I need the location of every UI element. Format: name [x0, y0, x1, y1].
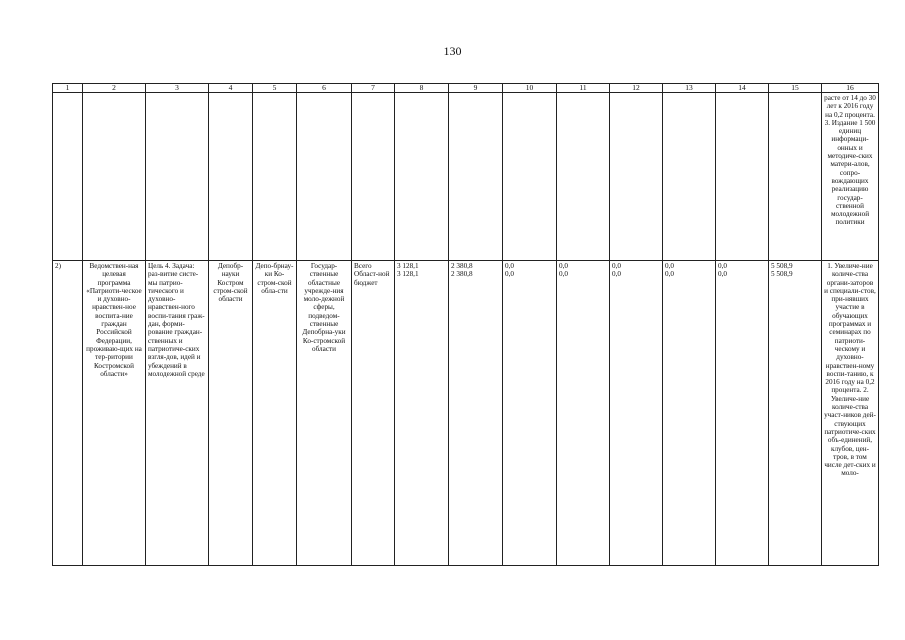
cell-empty: [352, 93, 395, 261]
cell-empty: [209, 93, 253, 261]
cell-row-number: 2): [53, 261, 83, 566]
cell-empty: [503, 93, 557, 261]
value-total: 0,0: [665, 262, 674, 270]
cell-empty: [716, 93, 769, 261]
value-regional: 3 128,1: [397, 270, 419, 279]
cell-empty: [395, 93, 449, 261]
cell-col10: [503, 261, 557, 566]
table-row: [53, 261, 879, 566]
col-header-12: 12: [610, 84, 663, 93]
cell-empty: [53, 93, 83, 261]
col-header-7: 7: [352, 84, 395, 93]
value-regional: 5 508,9: [771, 270, 793, 279]
col-header-2: 2: [83, 84, 146, 93]
col-header-16: 16: [822, 84, 879, 93]
cell-program-name: Ведомствен-ная целевая программа «Патриоти-ческое и духовно-нравствен-ное воспита-ние граждан Российской Федерации, проживаю-щих на тер-ритории Костромской области»: [83, 261, 146, 566]
cell-col9: [449, 261, 503, 566]
cell-col12: [610, 261, 663, 566]
cell-empty: [449, 93, 503, 261]
cell-empty: [610, 93, 663, 261]
cell-goal-task: Цель 4. Задача: раз-витие систе-мы патрио-тического и духовно-нравствен-ного воспи-тания граж-дан, форми-рование граждан-ственных и патриотиче-ских взгля-дов, идей и убеждений в молодежной среде: [146, 261, 209, 566]
col-header-15: 15: [769, 84, 822, 93]
value-total: 5 508,9: [771, 262, 793, 270]
header-row: [53, 84, 879, 93]
cell-empty: [253, 93, 297, 261]
value-regional: 0,0: [612, 270, 621, 279]
value-total: 2 380,8: [451, 262, 473, 270]
value-regional: 0,0: [665, 270, 674, 279]
cell-participants: Государ-ственные областные учрежде-ния моло-дежной сферы, подведом-ственные Депобрна-уки Ко-стромской области: [297, 261, 352, 566]
value-regional: 0,0: [559, 270, 568, 279]
cell-empty: [557, 93, 610, 261]
cell-expected-results: 1. Увеличе-ние количе-ства органи-заторов и специали-стов, при-нявших участие в обучающих программах и семинарах по патриоти-ческому и духовно-нравствен-ному воспи-танию, к 2016 году на 0,2 процента. 2. Увеличе-ние количе-ства участ-ников дей-ствующих патриотиче-ских объ-единений, клубов, цен-тров, в том числе дет-ских и моло-: [822, 261, 879, 566]
value-total: 3 128,1: [397, 262, 419, 270]
cell-empty: [769, 93, 822, 261]
cell-funding-source: [352, 261, 395, 566]
value-total: 0,0: [612, 262, 621, 270]
col-header-14: 14: [716, 84, 769, 93]
budget-table: [52, 83, 879, 566]
cell-col15: [769, 261, 822, 566]
col-header-4: 4: [209, 84, 253, 93]
col-header-6: 6: [297, 84, 352, 93]
col-header-1: 1: [53, 84, 83, 93]
cell-col11: [557, 261, 610, 566]
cell-coordinator: Депобр-науки Костром стром-ской области: [209, 261, 253, 566]
cell-empty: [83, 93, 146, 261]
col-header-9: 9: [449, 84, 503, 93]
funding-total-label: Всего: [354, 262, 372, 270]
cell-executor: Депо-брнау-ки Ко-стром-ской обла-сти: [253, 261, 297, 566]
value-regional: 0,0: [718, 270, 727, 279]
cell-col8: [395, 261, 449, 566]
table-row: [53, 93, 879, 261]
cell-empty: [663, 93, 716, 261]
page-number: 130: [443, 44, 462, 58]
funding-regional-label: Област-ной бюджет: [354, 270, 390, 287]
col-header-3: 3: [146, 84, 209, 93]
value-total: 0,0: [505, 262, 514, 270]
col-header-8: 8: [395, 84, 449, 93]
cell-results-continued: расте от 14 до 30 лет к 2016 году на 0,2 процента. 3. Издание 1 500 единиц информаци-онных и методиче-ских матери-алов, сопро-вождающих реализацию государ-ственной молодежной политики: [822, 93, 879, 261]
col-header-5: 5: [253, 84, 297, 93]
cell-col13: [663, 261, 716, 566]
cell-empty: [297, 93, 352, 261]
value-total: 0,0: [559, 262, 568, 270]
col-header-13: 13: [663, 84, 716, 93]
cell-col14: [716, 261, 769, 566]
col-header-11: 11: [557, 84, 610, 93]
value-regional: 2 380,8: [451, 270, 473, 279]
value-total: 0,0: [718, 262, 727, 270]
cell-empty: [146, 93, 209, 261]
value-regional: 0,0: [505, 270, 514, 279]
col-header-10: 10: [503, 84, 557, 93]
